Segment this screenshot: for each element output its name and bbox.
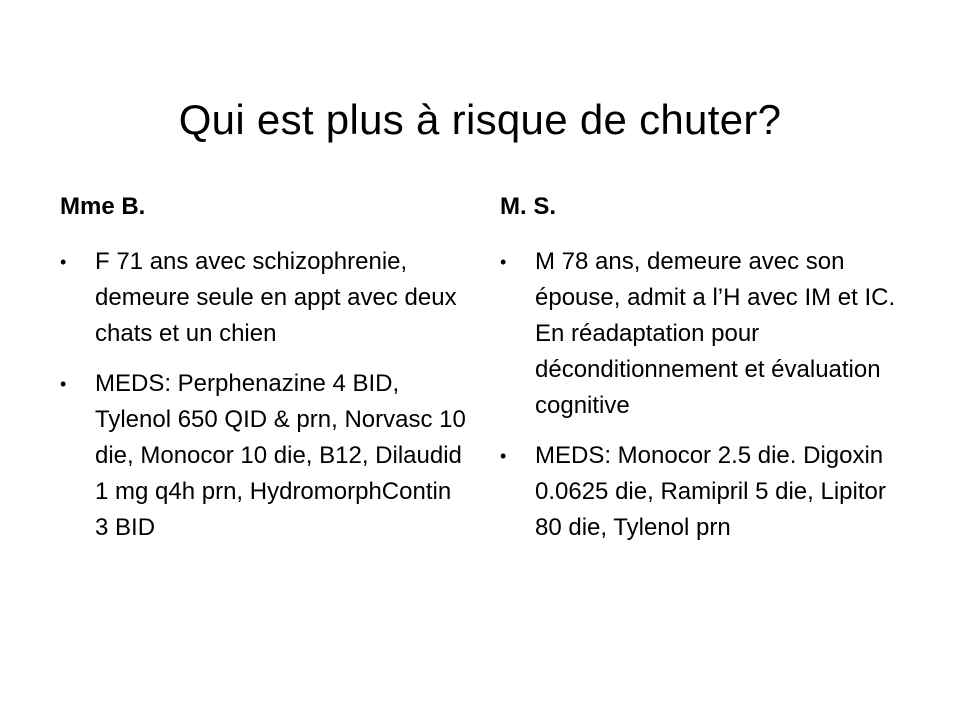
bullet-text: F 71 ans avec schizophrenie, demeure seule en appt avec deux chats et un chien [95, 248, 457, 347]
bullet-icon: • [500, 446, 507, 466]
slide-title: Qui est plus à risque de chuter? [178, 96, 782, 144]
left-bullet-list [60, 244, 470, 546]
right-bullet-list [500, 244, 900, 546]
bullet-text: M 78 ans, demeure avec son épouse, admit a l’H avec IM et IC. En réadaptation pour déconditionnement et évaluation cognitive [535, 248, 896, 419]
left-column [60, 190, 470, 560]
right-column [500, 190, 900, 560]
right-column-heading: M. S. [500, 193, 557, 220]
bullet-icon: • [60, 252, 67, 272]
list-item [60, 244, 470, 352]
list-item [500, 438, 900, 546]
bullet-text: MEDS: Perphenazine 4 BID, Tylenol 650 QID & prn, Norvasc 10 die, Monocor 10 die, B12, Dilaudid 1 mg q4h prn, HydromorphContin 3 BID [95, 370, 466, 541]
bullet-text: MEDS: Monocor 2.5 die. Digoxin 0.0625 die, Ramipril 5 die, Lipitor 80 die, Tylenol prn [535, 442, 886, 541]
left-column-heading: Mme B. [60, 193, 146, 220]
bullet-icon: • [500, 252, 507, 272]
list-item [500, 244, 900, 424]
bullet-icon: • [60, 374, 67, 394]
list-item [60, 366, 470, 546]
